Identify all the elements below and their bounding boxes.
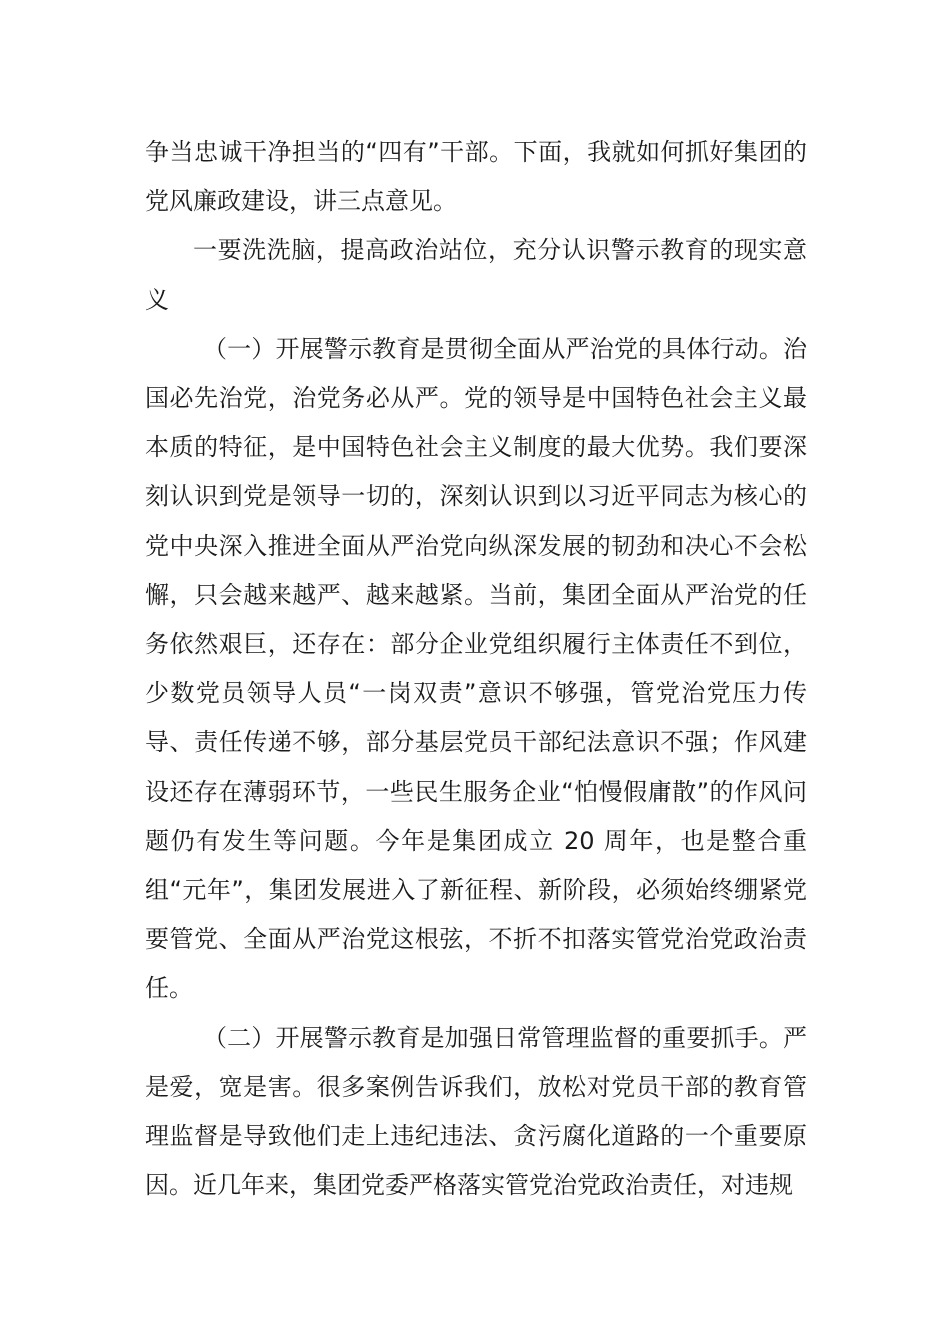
paragraph-continuation: 争当忠诚干净担当的“四有”干部。下面，我就如何抓好集团的党风廉政建设，讲三点意见。 [145,138,807,216]
paragraph-subsection-one: （一）开展警示教育是贯彻全面从严治党的具体行动。治国必先治党，治党务必从严。党的领导是中国特色社会主义最本质的特征，是中国特色社会主义制度的最大优势。我们要深刻认识到党是领导一切的，深刻认识到以习近平同志为核心的党中央深入推进全面从严治党向纵深发展的韧劲和决心不会松懈，只会越来越严、越来越紧。当前，集团全面从严治党的任务依然艰巨，还存在：部分企业党组织履行主体责任不到位，少数党员领导人员“一岗双责”意识不够强，管党治党压力传导、责任传递不够，部分基层党员干部纪法意识不强；作风建设还存在薄弱环节，一些民生服务企业“怕慢假庸散”的作风问题仍有发生等问题。今年是集团成立 20 周年，也是整合重组“元年”，集团发展进入了新征程、新阶段，必须始终绷紧党要管党、全面从严治党这根弦，不折不扣落实管党治党政治责任。 [145,334,807,1003]
paragraph-subsection-two: （二）开展警示教育是加强日常管理监督的重要抓手。严是爱，宽是害。很多案例告诉我们，放松对党员干部的教育管理监督是导致他们走上违纪违法、贪污腐化道路的一个重要原因。近几年来，集团党委严格落实管党治党政治责任，对违规 [145,1023,807,1200]
document-body [145,128,807,1210]
section-heading-one: 一要洗洗脑，提高政治站位，充分认识警示教育的现实意义 [145,236,807,314]
